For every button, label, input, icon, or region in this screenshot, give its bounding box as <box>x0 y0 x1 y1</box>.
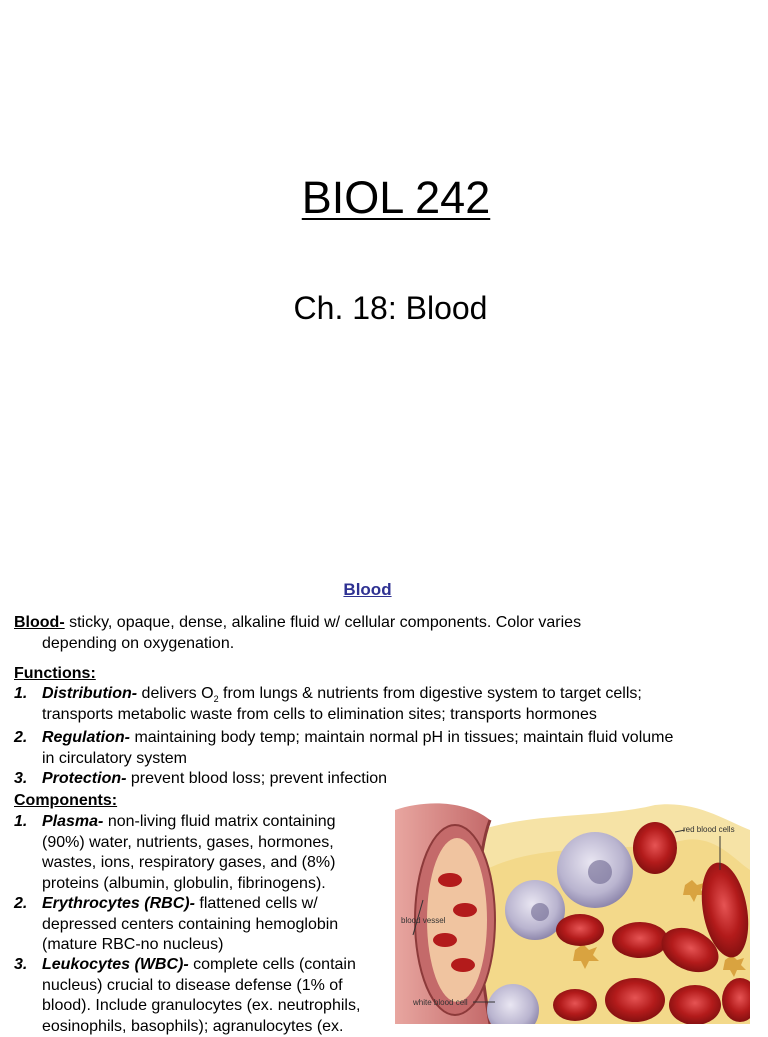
list-number: 1. <box>14 685 28 702</box>
function-term: Distribution- <box>42 685 138 702</box>
component-text: complete cells (contain nucleus) crucial to disease defense (1% of blood). Include granulocytes (ex. neutrophils, eosinophils, basophils); agranulocytes (ex. <box>42 956 361 1035</box>
function-text: prevent blood loss; prevent infection <box>126 770 388 787</box>
function-term: Regulation- <box>42 729 130 746</box>
document-title: BIOL 242 <box>301 172 491 223</box>
section-heading: Blood <box>343 580 392 599</box>
definition-text-cont: depending on oxygenation. <box>42 634 235 652</box>
function-item <box>14 769 704 790</box>
component-item <box>14 812 359 894</box>
label-white-blood-cell: white blood cell <box>413 998 468 1007</box>
function-text-cont: from lungs & nutrients from digestive system to target cells; transports metabolic waste from cells to elimination sites; transports hormones <box>42 685 642 723</box>
chapter-subtitle: Ch. 18: Blood <box>293 290 488 326</box>
component-term: Leukocytes (WBC)- <box>42 956 189 973</box>
function-item <box>14 728 674 769</box>
definition-term: Blood- <box>14 614 65 631</box>
label-blood-vessel-text: blood vessel <box>401 916 446 925</box>
label-red-blood-cells: red blood cells <box>683 825 735 834</box>
component-term: Erythrocytes (RBC)- <box>42 895 195 912</box>
component-item <box>14 955 390 1037</box>
component-item <box>14 894 364 956</box>
list-number: 2. <box>14 895 28 912</box>
list-number: 2. <box>14 729 28 746</box>
function-text: delivers O <box>137 685 214 702</box>
blood-definition <box>14 613 634 654</box>
list-number: 3. <box>14 770 28 787</box>
functions-heading: Functions: <box>14 665 96 682</box>
components-heading: Components: <box>14 792 118 809</box>
subscript: 2 <box>213 694 219 705</box>
blood-illustration <box>395 800 750 1024</box>
list-number: 1. <box>14 813 28 830</box>
component-text: non-living fluid matrix containing (90%) water, nutrients, gases, hormones, wastes, ions, respiratory gases, and (8%) proteins (albumin, globulin, fibrinogens). <box>42 813 336 892</box>
component-term: Plasma- <box>42 813 104 830</box>
blood-vessel-drawing <box>395 800 750 1024</box>
label-blood-vessel <box>401 916 446 925</box>
list-number: 3. <box>14 956 28 973</box>
component-text: flattened cells w/ depressed centers containing hemoglobin (mature RBC-no nucleus) <box>42 895 339 953</box>
definition-text: sticky, opaque, dense, alkaline fluid w/ cellular components. Color varies <box>64 614 582 631</box>
function-text: maintaining body temp; maintain normal pH in tissues; maintain fluid volume in circulatory system <box>42 729 674 767</box>
function-item <box>14 684 704 725</box>
function-term: Protection- <box>42 770 127 787</box>
